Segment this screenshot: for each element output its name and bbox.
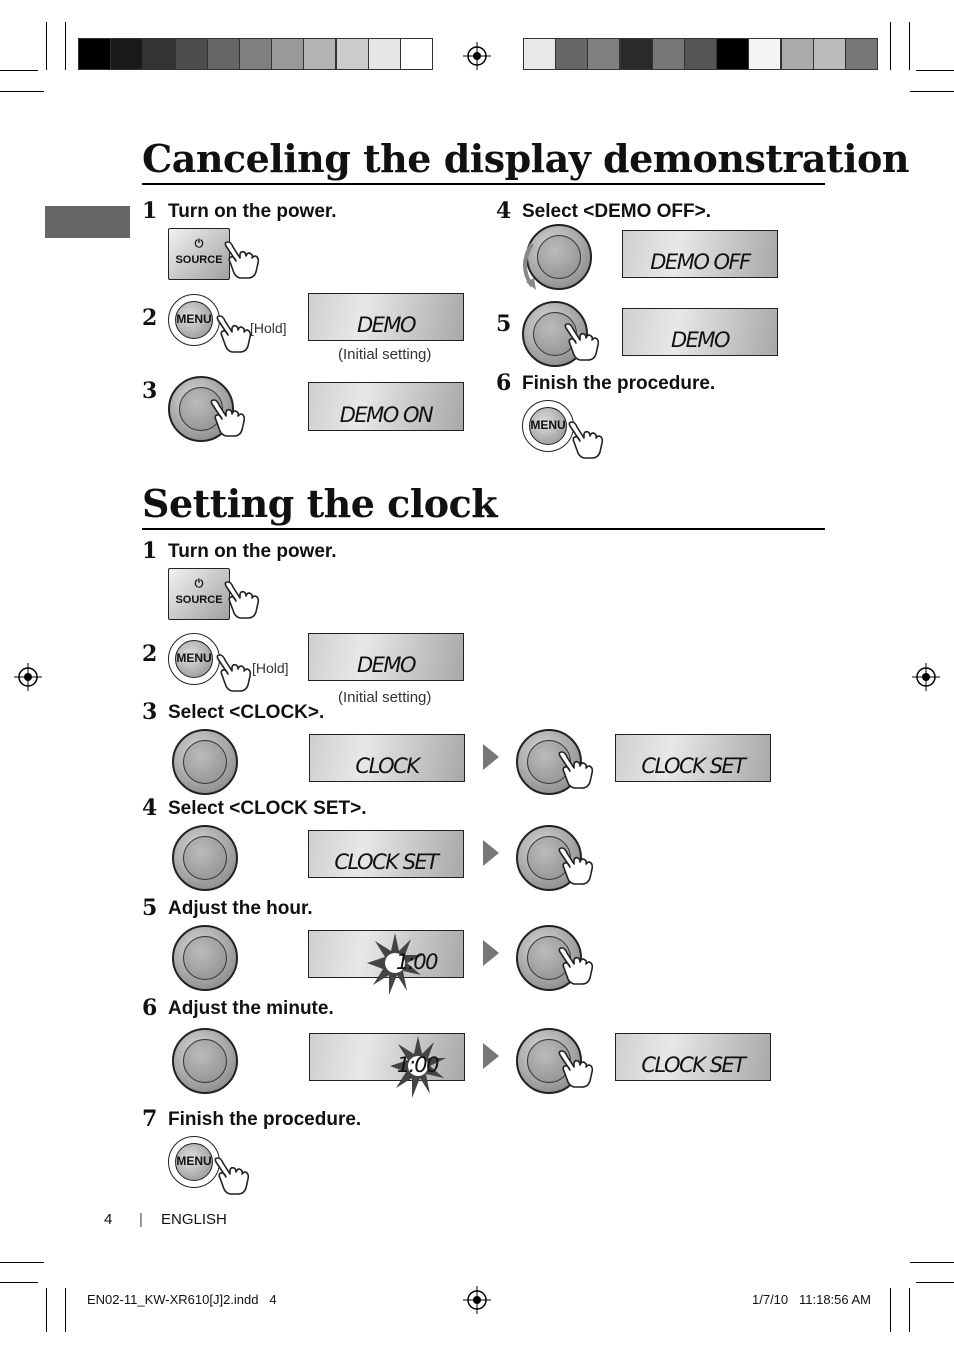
menu-label: MENU: [530, 418, 566, 432]
pointing-hand-icon: [214, 653, 254, 693]
lcd-display: DEMO: [622, 308, 778, 356]
step-number: 1: [142, 198, 158, 224]
crop-mark: [46, 1288, 47, 1332]
pointing-hand-icon: [562, 322, 602, 362]
step-number: 3: [142, 378, 158, 404]
menu-label: MENU: [176, 1154, 212, 1168]
lcd-display-flashing: 1:00: [308, 930, 464, 978]
arrow-right-icon: [481, 1039, 501, 1073]
color-swatch: [368, 38, 401, 70]
color-swatch: [684, 38, 717, 70]
crop-mark: [916, 70, 954, 71]
color-swatch: [271, 38, 304, 70]
step-number: 5: [496, 311, 512, 337]
print-date: 1/7/10 11:18:56 AM: [752, 1292, 872, 1307]
step-text: Turn on the power.: [168, 541, 337, 562]
source-button[interactable]: [168, 228, 230, 280]
source-label: SOURCE: [175, 254, 223, 266]
step-number: 7: [142, 1106, 158, 1132]
color-swatch: [587, 38, 620, 70]
step-number: 2: [142, 305, 158, 331]
crop-mark: [910, 1262, 954, 1263]
color-swatch: [303, 38, 336, 70]
pointing-hand-icon: [566, 420, 606, 460]
control-dial-turn[interactable]: [172, 1028, 238, 1094]
pointing-hand-icon: [556, 1049, 596, 1089]
color-swatch: [555, 38, 588, 70]
arrow-right-icon: [481, 936, 501, 970]
title-rule: [142, 528, 825, 530]
color-swatch: [781, 38, 814, 70]
pointing-hand-icon: [222, 580, 262, 620]
registration-mark-icon: [463, 42, 491, 70]
pointing-hand-icon: [556, 946, 596, 986]
lcd-display-flashing: 1:00: [309, 1033, 465, 1081]
registration-mark-icon: [463, 1286, 491, 1314]
color-swatch: [813, 38, 846, 70]
crop-mark: [65, 22, 66, 70]
crop-mark: [910, 91, 954, 92]
crop-mark: [65, 1288, 66, 1332]
color-swatch: [239, 38, 272, 70]
color-swatch: [845, 38, 878, 70]
step-number: 3: [142, 699, 158, 725]
color-swatch: [207, 38, 240, 70]
control-dial-turn[interactable]: [172, 729, 238, 795]
arrow-right-icon: [481, 740, 501, 774]
power-icon: ⏻: [194, 577, 204, 590]
control-dial-turn[interactable]: [172, 925, 238, 991]
lcd-display: DEMO: [308, 633, 464, 681]
step-text: Adjust the hour.: [168, 898, 313, 919]
color-swatch: [336, 38, 369, 70]
step-number: 6: [142, 995, 158, 1021]
file-info: EN02-11_KW-XR610[J]2.indd 4: [87, 1292, 277, 1307]
color-swatch: [523, 38, 556, 70]
control-dial-turn[interactable]: [172, 825, 238, 891]
pointing-hand-icon: [212, 1156, 252, 1196]
section-title-demo: Canceling the display demonstration: [142, 136, 910, 181]
initial-setting-note: (Initial setting): [338, 346, 432, 363]
lcd-display: CLOCK: [309, 734, 465, 782]
crop-mark: [916, 1282, 954, 1283]
crop-mark: [0, 91, 44, 92]
registration-mark-icon: [14, 663, 42, 691]
step-text: Turn on the power.: [168, 201, 337, 222]
step-number: 6: [496, 370, 512, 396]
pointing-hand-icon: [214, 314, 254, 354]
lcd-display: DEMO ON: [308, 382, 464, 431]
step-text: Finish the procedure.: [168, 1109, 362, 1130]
color-swatch: [716, 38, 749, 70]
menu-button[interactable]: [168, 294, 220, 346]
pointing-hand-icon: [208, 398, 248, 438]
hold-note: [Hold]: [250, 320, 287, 336]
source-button[interactable]: [168, 568, 230, 620]
color-swatch: [110, 38, 143, 70]
step-number: 1: [142, 538, 158, 564]
color-swatch: [78, 38, 111, 70]
lcd-display: CLOCK SET: [615, 734, 771, 782]
pointing-hand-icon: [556, 750, 596, 790]
pointing-hand-icon: [556, 846, 596, 886]
crop-mark: [890, 1288, 891, 1332]
crop-mark: [46, 22, 47, 70]
title-rule: [142, 183, 825, 185]
step-text: Select <DEMO OFF>.: [522, 201, 711, 222]
color-swatch: [748, 38, 781, 70]
lcd-display: CLOCK SET: [615, 1033, 771, 1081]
crop-mark: [909, 1288, 910, 1332]
step-number: 4: [142, 795, 158, 821]
step-text: Finish the procedure.: [522, 373, 716, 394]
step-text: Select <CLOCK SET>.: [168, 798, 367, 819]
initial-setting-note: (Initial setting): [338, 689, 432, 706]
lcd-display: CLOCK SET: [308, 830, 464, 878]
lcd-display: DEMO: [308, 293, 464, 341]
step-text: Adjust the minute.: [168, 998, 334, 1019]
lcd-display: DEMO OFF: [622, 230, 778, 278]
language-label: ENGLISH: [161, 1211, 227, 1228]
page-number: 4: [104, 1211, 113, 1228]
rotate-arrow-icon: [518, 240, 542, 292]
color-swatch: [175, 38, 208, 70]
menu-label: MENU: [176, 651, 212, 665]
section-title-clock: Setting the clock: [142, 481, 498, 526]
registration-mark-icon: [912, 663, 940, 691]
pointing-hand-icon: [222, 240, 262, 280]
step-text: Select <CLOCK>.: [168, 702, 325, 723]
arrow-right-icon: [481, 836, 501, 870]
color-swatch: [142, 38, 175, 70]
color-swatch: [652, 38, 685, 70]
crop-mark: [890, 22, 891, 70]
source-label: SOURCE: [175, 594, 223, 606]
crop-mark: [909, 22, 910, 70]
menu-label: MENU: [176, 312, 212, 326]
footer-separator: |: [139, 1211, 143, 1228]
crop-mark: [0, 70, 38, 71]
power-icon: ⏻: [194, 237, 204, 250]
crop-mark: [0, 1262, 44, 1263]
step-number: 2: [142, 641, 158, 667]
color-swatch: [620, 38, 653, 70]
step-number: 5: [142, 895, 158, 921]
menu-button[interactable]: [168, 633, 220, 685]
hold-note: [Hold]: [252, 660, 289, 676]
color-swatch: [400, 38, 433, 70]
step-number: 4: [496, 198, 512, 224]
language-tab: [45, 206, 130, 238]
crop-mark: [0, 1282, 38, 1283]
